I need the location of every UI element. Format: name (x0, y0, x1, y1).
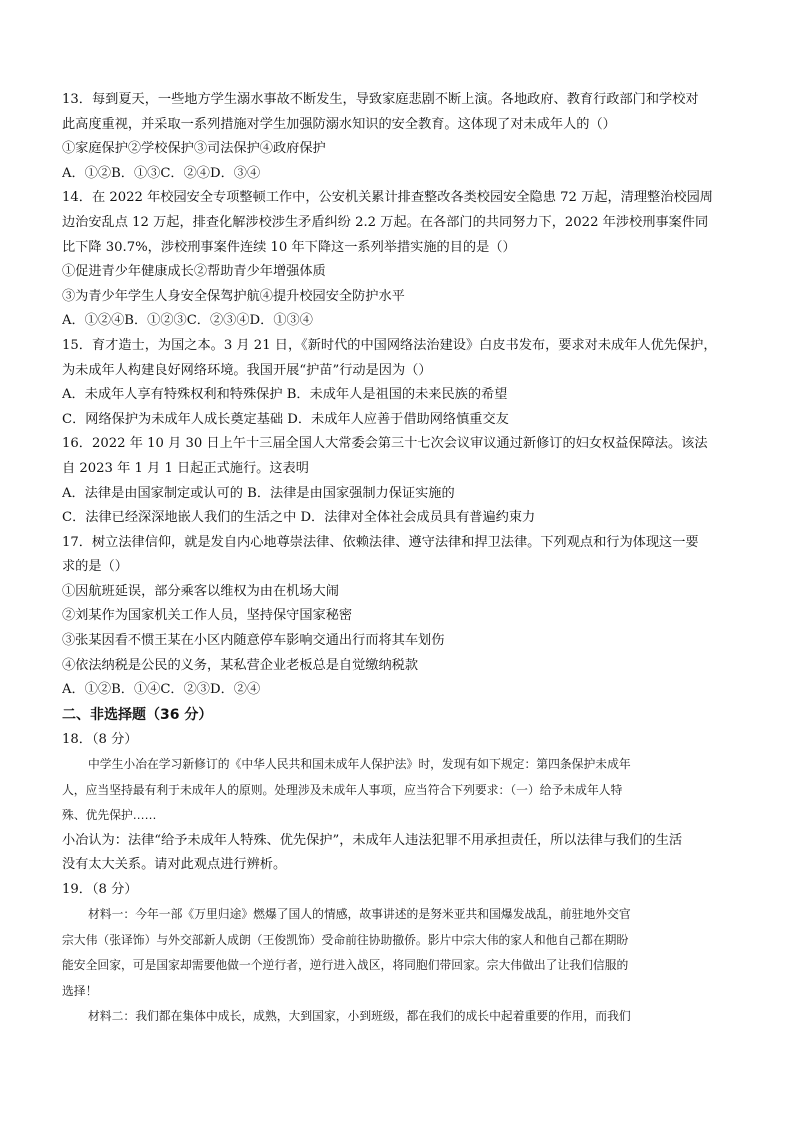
question-head: 18．（8 分） (62, 731, 138, 747)
text-line: 宗大伟（张译饰）与外交部新人成朗（王俊凯饰）受命前往协助撤侨。影片中宗大伟的家人和他自己都在期盼 (62, 932, 629, 947)
question-head: 19．（8 分） (62, 881, 138, 897)
text-line: 能安全回家，可是国家却需要他做一个逆行者，逆行进入战区，将同胞们带回家。宗大伟做出了让我们信服的 (62, 958, 629, 973)
text-line: 人，应当坚持最有利于未成年人的原则。处理涉及未成年人事项，应当符合下列要求：（一）给予未成年人特 (62, 782, 623, 797)
exam-page (62, 88, 740, 1029)
question-line: 比下降 30.7%，涉校刑事案件连续 10 年下降这一系列举措实施的目的是（） (62, 239, 516, 255)
question-prompt (62, 829, 740, 878)
question-line: A．①②B．①④C．②③D．②④ (62, 682, 261, 698)
text-line: 中学生小冶在学习新修订的《中华人民共和国未成年人保护法》时，发现有如下规定：第四条保护未成年 (88, 757, 631, 772)
question-line: 边治安乱点 12 万起，排查化解涉校涉生矛盾纠纷 2.2 万起。在各部门的共同努力下，2022 年涉校刑事案件同 (62, 214, 709, 230)
question-line: 求的是（） (62, 559, 128, 575)
question-q14 (62, 186, 740, 334)
text-line: 材料一：今年一部《万里归途》燃爆了国人的情感，故事讲述的是努米亚共和国爆发战乱，前驻地外交官 (88, 907, 631, 922)
question-19 (62, 878, 740, 1030)
question-line: 15．育才造士，为国之本。3 月 21 日，《新时代的中国网络法治建设》白皮书发布，要求对未成年人优先保护， (62, 337, 717, 353)
text-line: 选择！ (62, 983, 98, 998)
question-line: ④依法纳税是公民的义务，某私营企业老板总是自觉缴纳税款 (62, 657, 419, 673)
question-line: ①家庭保护②学校保护③司法保护④政府保护 (62, 141, 326, 157)
question-q17 (62, 531, 740, 703)
question-line: ①因航班延误，部分乘客以维权为由在机场大闹 (62, 583, 339, 599)
question-line: 16．2022 年 10 月 30 日上午十三届全国人大常委会第三十七次会议审议通过新修订的妇女权益保障法。该法 (62, 436, 708, 452)
question-line: 17．树立法律信仰，就是发自内心地尊崇法律、依赖法律、遵守法律和捍卫法律。下列观点和行为体现这一要 (62, 534, 699, 550)
question-material (62, 902, 740, 1029)
question-line: ①促进青少年健康成长②帮助青少年增强体质 (62, 264, 326, 280)
question-line: 自 2023 年 1 月 1 日起正式施行。这表明 (62, 460, 309, 476)
question-18 (62, 728, 740, 878)
question-line: ③为青少年学生人身安全保驾护航④提升校园安全防护水平 (62, 288, 405, 304)
text-line: 没有太大关系。请对此观点进行辨析。 (62, 857, 287, 873)
question-line: ②刘某作为国家机关工作人员，坚持保守国家秘密 (62, 608, 353, 624)
question-q13 (62, 88, 740, 186)
question-line: C．网络保护为未成年人成长奠定基础 D．未成年人应善于借助网络慎重交友 (62, 411, 509, 427)
text-line: 小冶认为：法律“给予未成年人特殊、优先保护”，未成年人违法犯罪不用承担责任，所以法律与我们的生活 (62, 832, 683, 848)
question-line: 13．每到夏天，一些地方学生溺水事故不断发生，导致家庭悲剧不断上演。各地政府、教育行政部门和学校对 (62, 92, 699, 107)
text-line: 材料二：我们都在集体中成长，成熟，大到国家，小到班级，都在我们的成长中起着重要的作用，而我们 (88, 1009, 631, 1024)
question-line: A．法律是由国家制定或认可的 B．法律是由国家强制力保证实施的 (62, 485, 455, 501)
section-heading: 二、非选择题（36 分） (62, 706, 213, 723)
multiple-choice-section (62, 88, 740, 703)
question-line: A．①②④B．①②③C．②③④D．①③④ (62, 313, 313, 329)
question-line: C．法律已经深深地嵌人我们的生活之中 D．法律对全体社会成员具有普遍约束力 (62, 510, 536, 526)
question-line: A．①②B．①③C．②④D．③④ (62, 165, 261, 181)
question-line: 此高度重视，并采取一系列措施对学生加强防溺水知识的安全教育。这体现了对未成年人的（） (62, 116, 616, 132)
question-q15 (62, 334, 740, 432)
question-line: ③张某因看不惯王某在小区内随意停车影响交通出行而将其车划伤 (62, 633, 445, 649)
question-material (62, 752, 740, 828)
question-q16 (62, 432, 740, 530)
question-line: A．未成年人享有特殊权利和特殊保护 B．未成年人是祖国的未来民族的希望 (62, 387, 508, 403)
text-line: 殊、优先保护…… (62, 808, 157, 823)
question-line: 14．在 2022 年校园安全专项整顿工作中，公安机关累计排查整改各类校园安全隐患 72 万起，清理整治校园周 (62, 190, 713, 206)
question-line: 为未成年人构建良好网络环境。我国开展“护苗”行动是因为（） (62, 362, 432, 378)
